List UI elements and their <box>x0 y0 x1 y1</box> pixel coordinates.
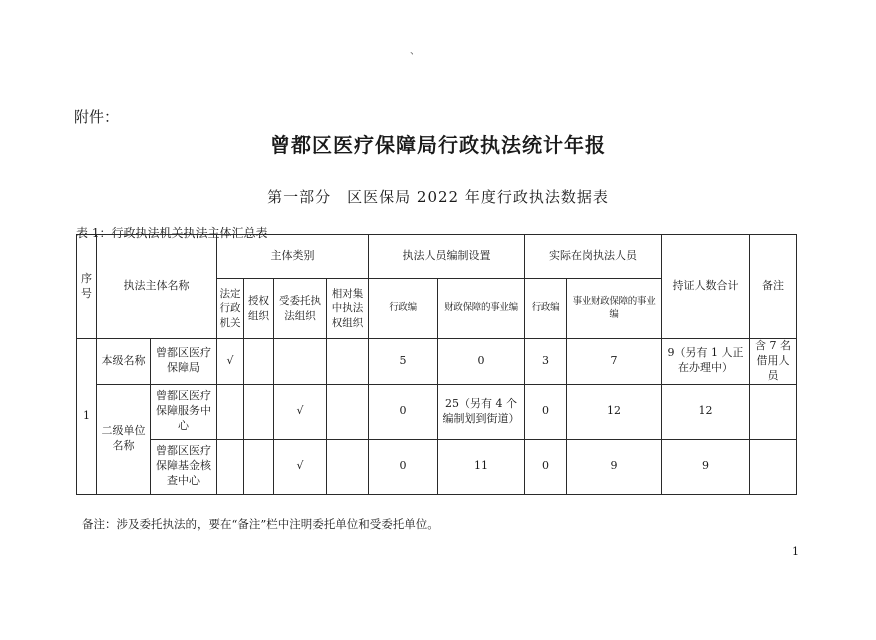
row-actual-admin: 0 <box>525 439 567 494</box>
table-caption: 表 1：行政执法机关执法主体汇总表 <box>76 226 268 240</box>
row-name: 曾都区医疗保障局 <box>151 339 217 385</box>
header-actual: 实际在岗执法人员 <box>525 235 662 279</box>
row-certified: 9（另有 1 人正在办理中） <box>662 339 750 385</box>
table-row <box>77 439 797 494</box>
header-centralized: 相对集中执法权组织 <box>327 279 369 339</box>
row-centralized <box>327 384 369 439</box>
row-actual-admin: 3 <box>525 339 567 385</box>
table-row <box>77 339 797 385</box>
row-certified: 9 <box>662 439 750 494</box>
row-staffing-fiscal: 11 <box>438 439 525 494</box>
row-name: 曾都区医疗保障服务中心 <box>151 384 217 439</box>
row-remarks <box>750 439 797 494</box>
header-row-1 <box>77 235 797 279</box>
row-staffing-fiscal: 25（另有 4 个编制划到街道） <box>438 384 525 439</box>
section-subtitle: 第一部分 区医保局 2022 年度行政执法数据表 <box>267 188 609 206</box>
document-title: 曾都区医疗保障局行政执法统计年报 <box>270 133 606 157</box>
row-actual-fiscal: 9 <box>567 439 662 494</box>
header-actual-admin: 行政编 <box>525 279 567 339</box>
header-remarks: 备注 <box>750 235 797 339</box>
header-entrusted: 受委托执法组织 <box>274 279 327 339</box>
row-statutory <box>217 439 244 494</box>
row-authorized <box>244 384 274 439</box>
row-actual-fiscal: 12 <box>567 384 662 439</box>
header-certified-total: 持证人数合计 <box>662 235 750 339</box>
header-staffing: 执法人员编制设置 <box>369 235 525 279</box>
row-entrusted <box>274 339 327 385</box>
row-remarks: 含 7 名借用人员 <box>750 339 797 385</box>
header-subject-name: 执法主体名称 <box>97 235 217 339</box>
row-authorized <box>244 339 274 385</box>
page-number: 1 <box>792 545 799 558</box>
header-authorized: 授权组织 <box>244 279 274 339</box>
row-statutory <box>217 384 244 439</box>
stray-mark: 、 <box>410 46 420 57</box>
table-row <box>77 384 797 439</box>
row-entrusted: √ <box>274 384 327 439</box>
row-staffing-admin: 0 <box>369 384 438 439</box>
row-staffing-admin: 0 <box>369 439 438 494</box>
row-centralized <box>327 339 369 385</box>
row-entrusted: √ <box>274 439 327 494</box>
header-actual-fiscal: 事业财政保障的事业编 <box>567 279 662 339</box>
row-certified: 12 <box>662 384 750 439</box>
header-staffing-admin: 行政编 <box>369 279 438 339</box>
header-statutory: 法定行政机关 <box>217 279 244 339</box>
row-statutory: √ <box>217 339 244 385</box>
row-staffing-fiscal: 0 <box>438 339 525 385</box>
row-name: 曾都区医疗保障基金核查中心 <box>151 439 217 494</box>
header-subject-type: 主体类别 <box>217 235 369 279</box>
header-seq: 序号 <box>77 235 97 339</box>
row-centralized <box>327 439 369 494</box>
group-seq: 1 <box>77 339 97 495</box>
level-primary: 本级名称 <box>97 339 151 385</box>
row-actual-fiscal: 7 <box>567 339 662 385</box>
enforcement-summary-table <box>76 234 797 495</box>
attachment-label: 附件： <box>74 108 120 126</box>
level-secondary: 二级单位名称 <box>97 384 151 494</box>
row-actual-admin: 0 <box>525 384 567 439</box>
row-staffing-admin: 5 <box>369 339 438 385</box>
footnote: 备注：涉及委托执法的，要在“备注”栏中注明委托单位和受委托单位。 <box>82 517 439 531</box>
header-staffing-fiscal: 财政保障的事业编 <box>438 279 525 339</box>
row-authorized <box>244 439 274 494</box>
row-remarks <box>750 384 797 439</box>
